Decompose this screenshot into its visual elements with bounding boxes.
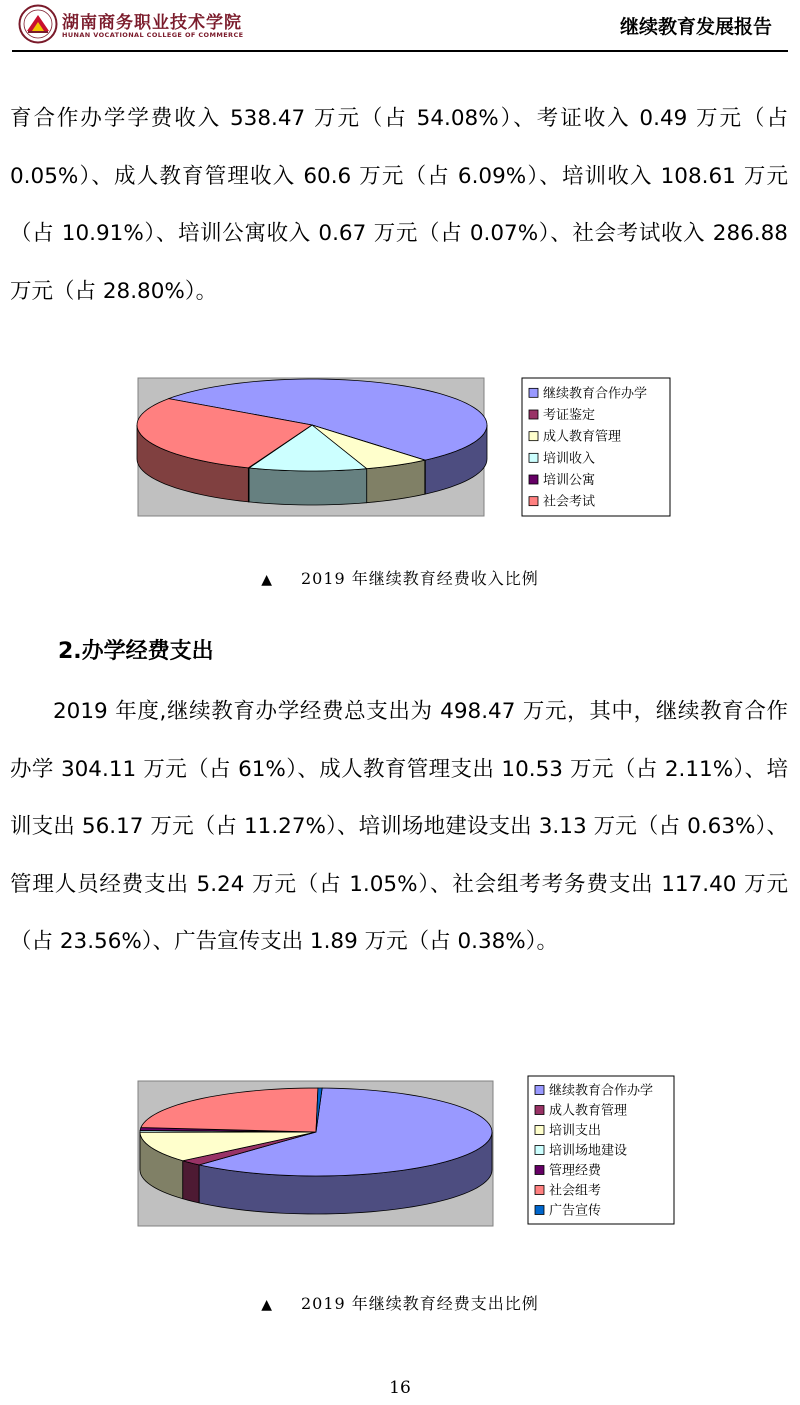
income-paragraph: 育合作办学学费收入 538.47 万元（占 54.08%）、考证收入 0.49 万元（占 0.05%）、成人教育管理收入 60.6 万元（占 6.09%）、培训收入 108.61 万元（占 10.91%）、培训公寓收入 0.67 万元（占 0.07%）、社会考试收入 286.88 万元（占 28.80%）。	[10, 106, 788, 304]
header-divider	[12, 50, 788, 52]
legend-label: 培训支出	[549, 1123, 602, 1139]
legend-swatch	[535, 1106, 544, 1115]
income-chart	[0, 370, 800, 530]
income-chart-caption-text: 2019 年继续教育经费收入比例	[300, 569, 539, 588]
legend-swatch	[535, 1186, 544, 1195]
caption-triangle-icon: ▲	[261, 1297, 273, 1313]
income-chart-caption	[0, 566, 800, 589]
legend-label: 社会组考	[549, 1183, 602, 1199]
income-pie-chart	[0, 370, 800, 530]
legend-swatch	[529, 497, 538, 506]
expense-pie-chart	[0, 1075, 800, 1240]
legend-label: 继续教育合作办学	[543, 386, 648, 402]
legend-label: 成人教育管理	[543, 429, 622, 445]
legend-label: 管理经费	[549, 1163, 602, 1179]
legend-label: 培训公寓	[543, 473, 596, 488]
legend-swatch	[529, 388, 538, 397]
legend-swatch	[535, 1166, 544, 1175]
legend-label: 成人教育管理	[549, 1103, 628, 1119]
page-number: 16	[389, 1378, 411, 1398]
legend-swatch	[535, 1126, 544, 1135]
expense-chart-caption	[0, 1291, 800, 1314]
legend-swatch	[529, 410, 538, 419]
expense-chart-caption-text: 2019 年继续教育经费支出比例	[300, 1294, 539, 1313]
caption-triangle-icon: ▲	[261, 572, 273, 588]
pie-slice-side	[249, 468, 367, 505]
legend-swatch	[529, 453, 538, 462]
legend-swatch	[529, 432, 538, 441]
legend-label: 培训收入	[543, 451, 596, 467]
legend-swatch	[535, 1146, 544, 1155]
report-title: 继续教育发展报告	[619, 16, 772, 38]
legend-label: 广告宣传	[549, 1203, 602, 1219]
pie-slice-side	[183, 1161, 199, 1203]
legend-swatch	[529, 475, 538, 484]
school-logo-icon	[18, 4, 58, 44]
section-heading: 2.办学经费支出	[58, 639, 214, 664]
legend-label: 培训场地建设	[549, 1143, 628, 1159]
legend-swatch	[535, 1206, 544, 1215]
page-header	[0, 0, 800, 50]
legend-label: 考证鉴定	[543, 408, 596, 423]
legend-label: 社会考试	[543, 494, 596, 510]
expense-paragraph: 2019 年度,继续教育办学经费总支出为 498.47 万元，其中，继续教育合作办学 304.11 万元（占 61%）、成人教育管理支出 10.53 万元（占 2.11%）、培训支出 56.17 万元（占 11.27%）、培训场地建设支出 3.13 万元（占 0.63%）、管理人员经费支出 5.24 万元（占 1.05%）、社会组考考务费支出 117.40 万元（占 23.56%）、广告宣传支出 1.89 万元（占 0.38%）。	[10, 699, 788, 954]
school-name-cn: 湖南商务职业技术学院	[62, 13, 242, 33]
expense-chart	[0, 1075, 800, 1240]
legend-label: 继续教育合作办学	[549, 1083, 654, 1099]
school-name-en: HUNAN VOCATIONAL COLLEGE OF COMMERCE	[62, 31, 244, 39]
legend-swatch	[535, 1086, 544, 1095]
